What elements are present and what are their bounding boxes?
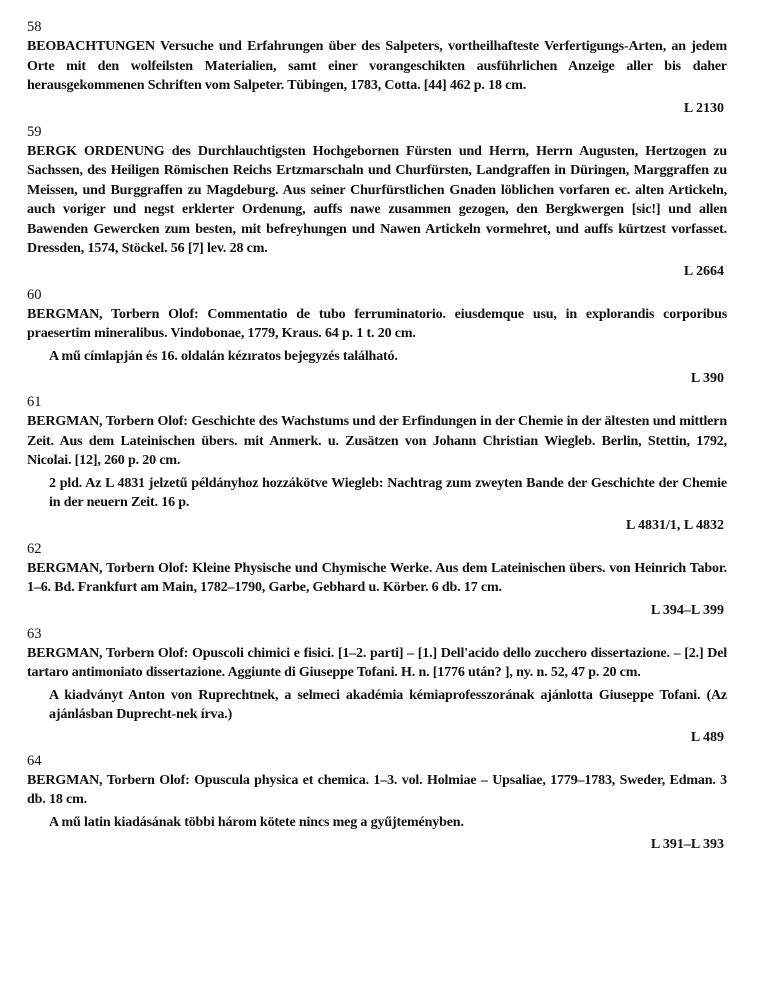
catalog-entry-60 xyxy=(27,285,727,390)
catalog-entry-59 xyxy=(27,122,727,282)
shelf-mark: L 489 xyxy=(690,729,724,745)
shelf-mark: L 391–L 393 xyxy=(650,837,724,852)
catalog-entry-58 xyxy=(27,17,727,119)
shelf-mark: L 390 xyxy=(690,371,724,386)
entry-note: A mű latin kiadásának többi három kötete nincs meg a gyűjteményben. xyxy=(49,814,464,830)
entry-number: 58 xyxy=(27,19,42,35)
shelf-mark: L 2130 xyxy=(683,100,724,116)
entry-number: 61 xyxy=(27,394,42,410)
shelf-mark: L 2664 xyxy=(683,263,724,279)
catalog-page xyxy=(27,14,727,855)
shelf-mark: L 394–L 399 xyxy=(650,602,724,618)
catalog-entry-61 xyxy=(27,392,727,536)
entry-description: BERGMAN, Torbern Olof: Kleine Physische und Chymische Werke. Aus dem Lateinischen übers. von Heinrich Tabor. 1–6. Bd. Frankfurt am Main, 1782–1790, Garbe, Gebhard u. Körber. 6 db. 17 cm. xyxy=(27,560,727,595)
entry-note: 2 pld. Az L 4831 jelzetű példányhoz hozzákötve Wiegleb: Nachtrag zum zweyten Bande der Geschichte der Chemie in der neuern Zeit. 16 p. xyxy=(49,475,727,510)
shelf-mark: L 4831/1, L 4832 xyxy=(625,517,724,533)
entry-number: 64 xyxy=(27,752,42,769)
entry-note: A mű címlapján és 16. oldalán kézıratos bejegyzés található. xyxy=(49,348,398,364)
catalog-entry-64 xyxy=(27,751,727,856)
catalog-entry-63 xyxy=(27,624,727,748)
entry-description: BEOBACHTUNGEN Versuche und Erfahrungen über des Salpeters, vortheilhafteste Verfertigungs-Arten, an jedem Orte mit den wolfeilsten Materialien, samt einer vorangeschikten ausführlichen Anzeige aller bis daher herausgekommenen Schriften vom Salpeter. Tübingen, 1783, Cotta. [44] 462 p. 18 cm. xyxy=(27,39,727,93)
entry-description: BERGMAN, Torbern Olof: Opuscula physica et chemica. 1–3. vol. Holmiae – Upsaliae, 1779–1783, Sweder, Edman. 3 db. 18 cm. xyxy=(27,772,727,807)
catalog-entry-62 xyxy=(27,539,727,621)
entry-note: A kiadványt Anton von Ruprechtnek, a selmeci akadémia kémiaprofesszorának ajánlotta Giuseppe Tofani. (Az ajánlásban Duprecht-nek írva.) xyxy=(49,687,727,722)
entry-number: 63 xyxy=(27,625,42,642)
entry-description: BERGK ORDENUNG des Durchlauchtigsten Hochgebornen Fürsten und Herrn, Herrn Augusten, Hertzogen zu Sachssen, des Heiligen Römischen Reichs Ertzmarschaln und Churfürsten, Landgraffen in Düringen, Marggraffen zu Meissen, und Burggraffen zu Magdeburg. Aus seiner Churfürstlichen Gnaden löblichen vorfaren ec. alten Artickeln, auch voriger und negst erklerter Ordenung, auffs nawe zusammen gezogen, den Bergkwergen [sic!] und allen Bawenden Gewercken zum besten, mit befreyhungen und Nawen Artickeln vormehret, und auffs kürtzest vorfasset. Dressden, 1574, Stöckel. 56 [7] lev. 28 cm. xyxy=(27,143,727,256)
entry-number: 62 xyxy=(27,540,42,557)
entry-description: BERGMAN, Torbern Olof: Geschichte des Wachstums und der Erfindungen in der Chemie in der ältesten und mittlern Zeit. Aus dem Lateinischen übers. mit Anmerk. u. Zusätzen von Johann Christian Wiegleb. Berlin, Stettin, 1792, Nicolai. [12], 260 p. 20 cm. xyxy=(27,414,727,468)
entry-number: 59 xyxy=(27,123,42,140)
entry-number: 60 xyxy=(27,286,42,303)
entry-description: BERGMAN, Torbern Olof: Commentatio de tubo ferruminatorio. eiusdemque usu, in explorandis corporibus praesertim mineralibus. Vindobonae, 1779, Kraus. 64 p. 1 t. 20 cm. xyxy=(27,306,727,341)
entry-description: BERGMAN, Torbern Olof: Opuscoli chimici e fisici. [1–2. parti] – [1.] Dell'acido dello zucchero dissertazione. – [2.] Del tartaro antimoniato dissertazione. Aggiunte di Giuseppe Tofani. H. n. [1776 után? ], ny. n. 52, 47 p. 20 cm. xyxy=(27,645,727,680)
